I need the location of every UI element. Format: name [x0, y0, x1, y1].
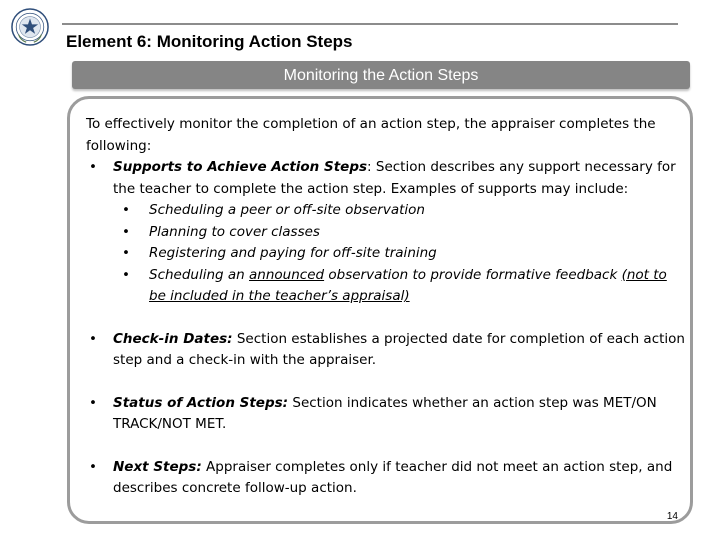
sub-item [86, 200, 686, 222]
sub-item-text: Scheduling a peer or off-site observation [149, 202, 425, 218]
sub-item [86, 222, 686, 244]
sub-item [86, 243, 686, 265]
supports-label: Supports to Achieve Action Steps [113, 159, 368, 175]
announced-text: announced [249, 266, 325, 283]
header-divider [62, 23, 678, 25]
sub-item-text-pre: Scheduling an [149, 266, 250, 283]
sub-item-text: Planning to cover classes [149, 223, 320, 240]
sub-item-text-mid: observation to provide formative feedback [324, 266, 622, 283]
bullet: • [122, 202, 130, 218]
checkin-text: Section establishes a projected date for completion of each action step and a check-in with the appraiser. [113, 330, 685, 368]
intro-text: To effectively monitor the completion of an action step, the appraiser completes the following: [86, 116, 656, 154]
list-item-supports [86, 157, 686, 200]
bullet: • [122, 266, 130, 283]
status-label: Status of Action Steps: [113, 394, 289, 411]
bullet: • [89, 458, 97, 475]
content-body [86, 114, 686, 500]
section-banner: Monitoring the Action Steps [72, 61, 690, 89]
next-steps-text: Appraiser completes only if teacher did not meet an action step, and describes concrete follow-up action. [113, 458, 673, 496]
bullet: • [122, 245, 130, 261]
supports-text: : Section describes any support necessary for the teacher to complete the action step. Examples of supports may include: [113, 159, 676, 197]
sub-item-announced [86, 265, 686, 308]
next-steps-label: Next Steps: [113, 458, 202, 475]
page-title: Element 6: Monitoring Action Steps [66, 32, 353, 51]
status-text: Section indicates whether an action step was MET/ON TRACK/NOT MET. [113, 394, 657, 432]
bullet: • [122, 223, 130, 240]
checkin-label: Check-in Dates: [113, 330, 233, 347]
bullet: • [89, 159, 97, 175]
list-item-next-steps [86, 457, 686, 500]
appraisal-note: (not to be included in the teacher’s appraisal) [149, 266, 667, 304]
bullet: • [89, 330, 97, 347]
sub-item-text: Registering and paying for off-site training [149, 245, 437, 261]
bullet: • [89, 394, 97, 411]
state-seal-icon [11, 8, 49, 46]
list-item-checkin [86, 329, 686, 372]
list-item-status [86, 393, 686, 436]
page-number: 14 [666, 511, 678, 522]
